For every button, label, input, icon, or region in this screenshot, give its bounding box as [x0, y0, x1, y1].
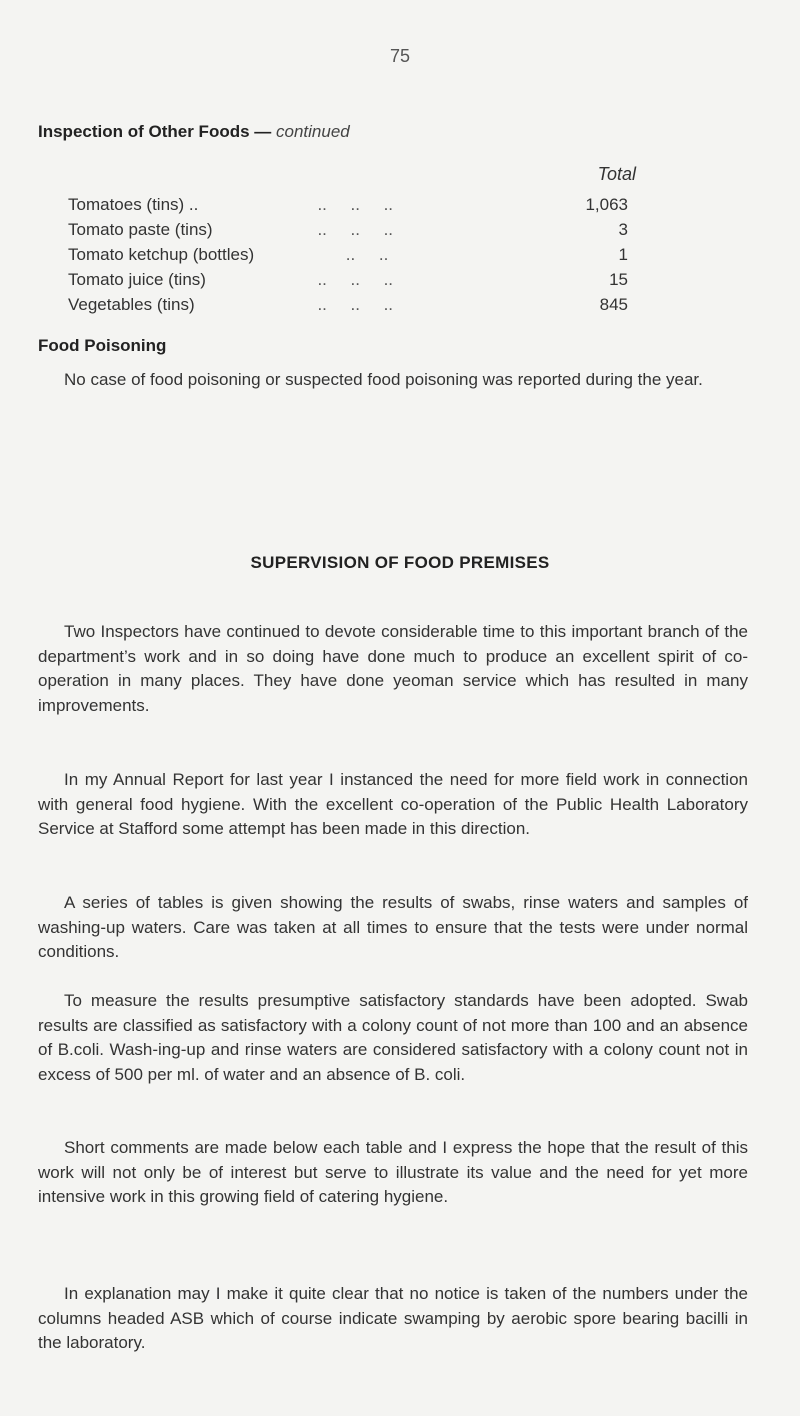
- continued-label: continued: [276, 122, 350, 141]
- row-total: 15: [609, 270, 628, 289]
- supervision-paragraph-6: In explanation may I make it quite clear that no notice is taken of the numbers under the columns headed ASB which of course indicate swamping by aerobic spore bearing bacilli in the laboratory.: [38, 1284, 748, 1352]
- total-column-header: Total: [597, 164, 636, 184]
- inspection-heading-text: Inspection of Other Foods: [38, 122, 250, 141]
- table-row: [68, 295, 628, 320]
- inspection-heading: [38, 122, 350, 142]
- row-label: Tomato paste (tins): [68, 220, 213, 239]
- food-inspection-table: [68, 195, 628, 320]
- row-leader-dots: .. ..: [308, 245, 389, 264]
- page-number: 75: [389, 46, 411, 66]
- row-leader-dots: .. .. ..: [308, 295, 394, 314]
- row-total: 3: [618, 220, 628, 239]
- row-label: Tomato ketchup (bottles): [68, 245, 255, 264]
- row-leader-dots: .. .. ..: [308, 220, 394, 239]
- row-leader-dots: .. .. ..: [308, 195, 394, 214]
- row-label: Tomato juice (tins): [68, 270, 206, 289]
- table-row: [68, 220, 628, 245]
- row-total: 1: [618, 245, 628, 264]
- row-leader-dots: .. .. ..: [308, 270, 394, 289]
- row-label: Tomatoes (tins) ..: [68, 195, 199, 214]
- table-row: [68, 195, 628, 220]
- food-poisoning-heading: Food Poisoning: [38, 336, 167, 355]
- table-row: [68, 245, 628, 270]
- supervision-paragraph-3: A series of tables is given showing the results of swabs, rinse waters and samples of washing-up waters. Care was taken at all times to ensure that the tests were under normal conditions.: [38, 893, 748, 961]
- supervision-paragraph-5: Short comments are made below each table and I express the hope that the result of this work will not only be of interest but serve to illustrate its value and the need for yet more intensive work in this growing field of catering hygiene.: [38, 1138, 748, 1206]
- row-total: 845: [599, 295, 628, 314]
- row-total: 1,063: [585, 195, 628, 214]
- supervision-heading: SUPERVISION OF FOOD PREMISES: [250, 553, 550, 572]
- supervision-paragraph-2: In my Annual Report for last year I instanced the need for more field work in connection with general food hygiene. With the excellent co-operation of the Public Health Laboratory Service at Stafford some attempt has been made in this direction.: [38, 770, 748, 838]
- row-label: Vegetables (tins): [68, 295, 195, 314]
- heading-separator: —: [249, 122, 277, 141]
- supervision-paragraph-4: To measure the results presumptive satisfactory standards have been adopted. Swab results are classified as satisfactory with a colony count of not more than 100 and an absence of B.coli. Wash-ing-up and rinse waters are considered satisfactory with a colony count not in excess of 500 per ml. of water and an absence of B. coli.: [38, 991, 748, 1084]
- table-row: [68, 270, 628, 295]
- food-poisoning-paragraph: No case of food poisoning or suspected food poisoning was reported during the year.: [64, 370, 703, 389]
- supervision-paragraph-1: Two Inspectors have continued to devote considerable time to this important branch of the department’s work and in so doing have done much to produce an excellent spirit of co-operation in many places. They have done yeoman service which has resulted in many improvements.: [38, 622, 748, 715]
